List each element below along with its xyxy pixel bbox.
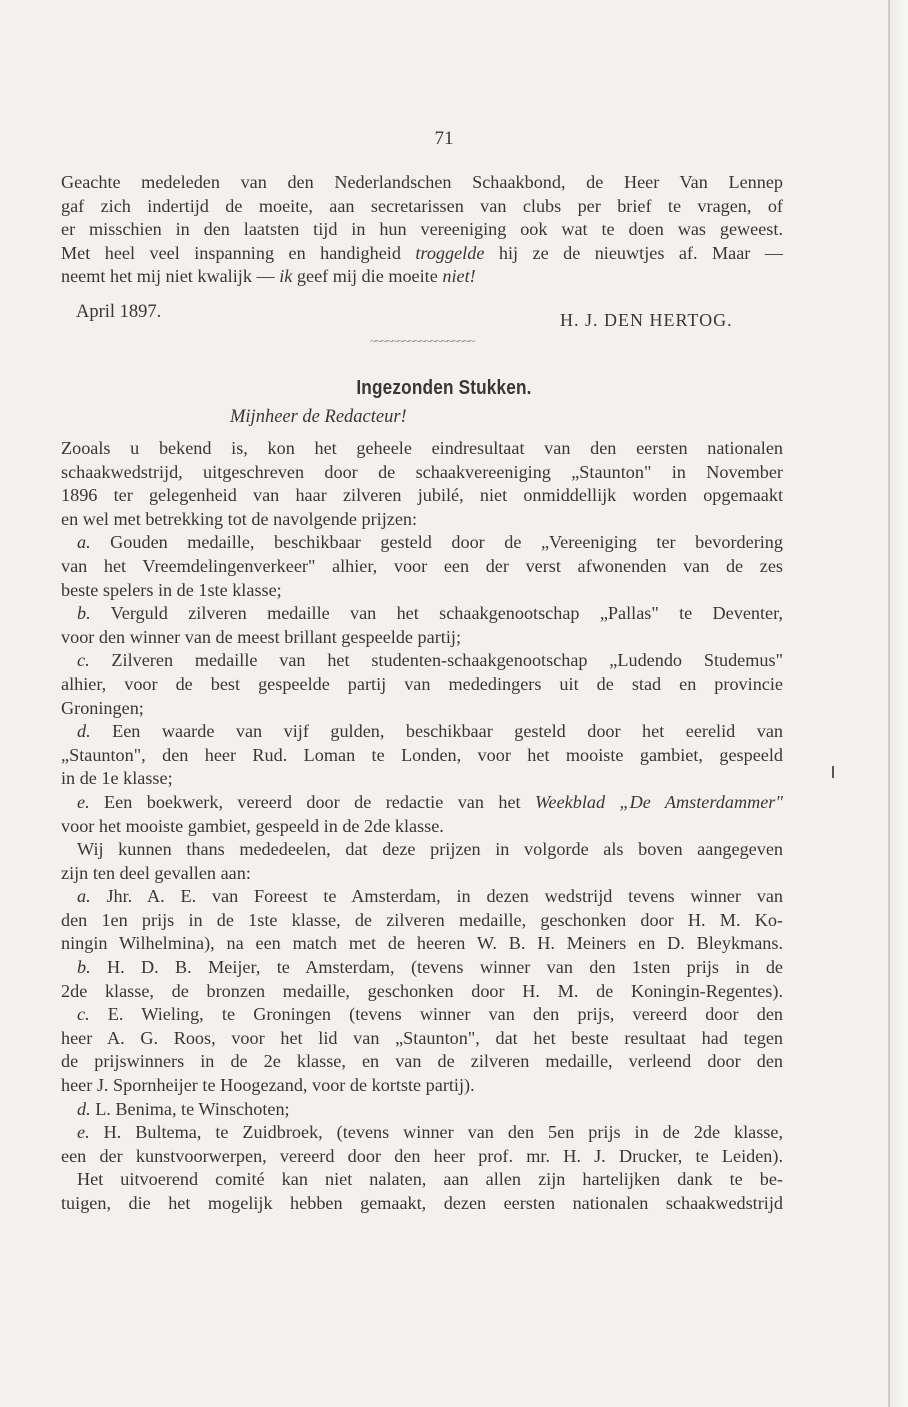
item-label: d.	[77, 721, 91, 742]
text-line: „Staunton", den heer Rud. Loman te Londen, voor het mooiste gambiet, gespeeld	[61, 744, 783, 765]
text-line: van het Vreemdelingenverkeer" alhier, voor een der verst afwonenden van de zes	[61, 555, 783, 576]
item-label: b.	[77, 957, 91, 978]
date-line: April 1897.	[76, 302, 162, 322]
text-line: 2de klasse, de bronzen medaille, geschonken door H. M. de Koningin-Regentes).	[61, 980, 783, 1001]
text-line: voor het mooiste gambiet, gespeeld in de 2de klasse.	[61, 815, 444, 836]
text-line: en wel met betrekking tot de navolgende prijzen:	[61, 508, 418, 529]
list-item-line	[61, 791, 783, 815]
text-line: Groningen;	[61, 697, 144, 718]
text-line: beste spelers in de 1ste klasse;	[61, 579, 282, 600]
text-line: Geachte medeleden van den Nederlandschen Schaakbond, de Heer Van Lennep	[61, 172, 783, 192]
text-line: er misschien in den laatsten tijd in hun vereeniging ook wat te doen was geweest.	[61, 219, 783, 240]
item-label: c.	[77, 650, 90, 671]
item-label: e.	[77, 791, 90, 812]
text-segment: Verguld zilveren medaille van het schaakgenootschap „Pallas" te Deventer,	[90, 603, 783, 624]
text-line: zijn ten deel gevallen aan:	[61, 862, 251, 883]
italic-title: Weekblad „De Amsterdammer"	[535, 791, 783, 812]
margin-mark	[832, 766, 834, 778]
list-item-line	[61, 1121, 783, 1145]
text-line: Zooals u bekend is, kon het geheele eindresultaat van den eersten nationalen	[61, 438, 783, 458]
text-line: alhier, voor de best gespeelde partij van mededingers uit de stad en provincie	[61, 673, 783, 694]
letter-body	[61, 437, 783, 1216]
text-line: in de 1e klasse;	[61, 768, 173, 789]
text-line: Het uitvoerend comité kan niet nalaten, aan allen zijn hartelijken dank te be-	[77, 1169, 783, 1190]
text-segment: E. Wieling, te Groningen (tevens winner van den prijs, vereerd door den	[89, 1004, 783, 1025]
ornamental-divider: ~~~~~~~~~~~~~~~~~~~	[370, 334, 475, 348]
text-line: gaf zich indertijd de moeite, aan secretarissen van clubs per brief te vragen, of	[61, 195, 783, 216]
list-item-line	[61, 720, 783, 744]
list-item-line	[61, 885, 783, 909]
list-item-line	[61, 956, 783, 980]
text-segment: Jhr. A. E. van Foreest te Amsterdam, in dezen wedstrijd tevens winner van	[90, 886, 783, 907]
item-label: d.	[77, 1098, 91, 1119]
page-edge	[890, 0, 908, 1407]
section-title: Ingezonden Stukken.	[356, 377, 532, 399]
salutation: Mijnheer de Redacteur!	[230, 407, 407, 427]
text-line: tuigen, die het mogelijk hebben gemaakt, dezen eersten nationalen schaakwedstrijd	[61, 1193, 783, 1213]
text-line: ningin Wilhelmina), na een match met de heeren W. B. H. Meiners en D. Bleykmans.	[61, 933, 783, 954]
item-label: a.	[77, 532, 91, 553]
text-segment: Een waarde van vijf gulden, beschikbaar gesteld door het eerelid van	[90, 721, 783, 742]
text-segment: L. Benima, te Winschoten;	[90, 1098, 290, 1119]
list-item-line	[61, 602, 783, 626]
text-segment: Gouden medaille, beschikbaar gesteld door de „Vereeniging ter bevordering	[90, 532, 783, 553]
text-line: Wij kunnen thans mededeelen, dat deze prijzen in volgorde als boven aangegeven	[77, 839, 783, 860]
list-item-line	[61, 1003, 783, 1027]
list-item-line	[61, 649, 783, 673]
text-line: den 1en prijs in de 1ste klasse, de zilveren medaille, geschonken door H. M. Ko-	[61, 909, 783, 930]
italic-word: troggelde	[415, 242, 485, 263]
text-line: heer A. G. Roos, voor het lid van „Staunton", dat het beste resultaat had tegen	[61, 1027, 783, 1048]
item-label: a.	[77, 886, 91, 907]
page-number: 71	[434, 128, 454, 149]
italic-word: ik	[279, 266, 293, 287]
text-segment: Zilveren medaille van het studenten-schaakgenootschap „Ludendo Studemus"	[89, 650, 783, 671]
text-line: schaakwedstrijd, uitgeschreven door de schaakvereeniging „Staunton" in November	[61, 461, 783, 482]
text-line: de prijswinners in de 2e klasse, en van de zilveren medaille, verleend door den	[61, 1051, 783, 1072]
list-item-line	[61, 1098, 783, 1122]
author-signature: H. J. DEN HERTOG.	[560, 310, 733, 330]
text-segment: Met heel veel inspanning en handigheid	[61, 242, 416, 263]
text-segment: hij ze de nieuwtjes af. Maar —	[484, 242, 783, 263]
list-item-line	[61, 531, 783, 555]
text-segment: H. D. B. Meijer, te Amsterdam, (tevens winner van den 1sten prijs in de	[90, 957, 783, 978]
text-segment: neemt het mij niet kwalijk —	[61, 266, 280, 287]
intro-paragraph	[61, 171, 783, 289]
text-line: voor den winner van de meest brillant gespeelde partij;	[61, 626, 461, 647]
text-line: een der kunstvoorwerpen, vereerd door den heer prof. mr. H. J. Drucker, te Leiden).	[61, 1145, 783, 1166]
text-line	[61, 265, 783, 289]
italic-word: niet!	[442, 266, 476, 287]
item-label: b.	[77, 603, 91, 624]
text-line: heer J. Spornheijer te Hoogezand, voor de kortste partij).	[61, 1075, 475, 1096]
text-segment: geef mij die moeite	[292, 266, 443, 287]
text-segment: H. Bultema, te Zuidbroek, (tevens winner van den 5en prijs in de 2de klasse,	[89, 1122, 783, 1143]
item-label: e.	[77, 1122, 90, 1143]
text-line: 1896 ter gelegenheid van haar zilveren jubilé, niet onmiddellijk worden opgemaakt	[61, 485, 783, 506]
text-segment: Een boekwerk, vereerd door de redactie van het	[89, 791, 536, 812]
item-label: c.	[77, 1004, 90, 1025]
text-line	[61, 242, 783, 266]
